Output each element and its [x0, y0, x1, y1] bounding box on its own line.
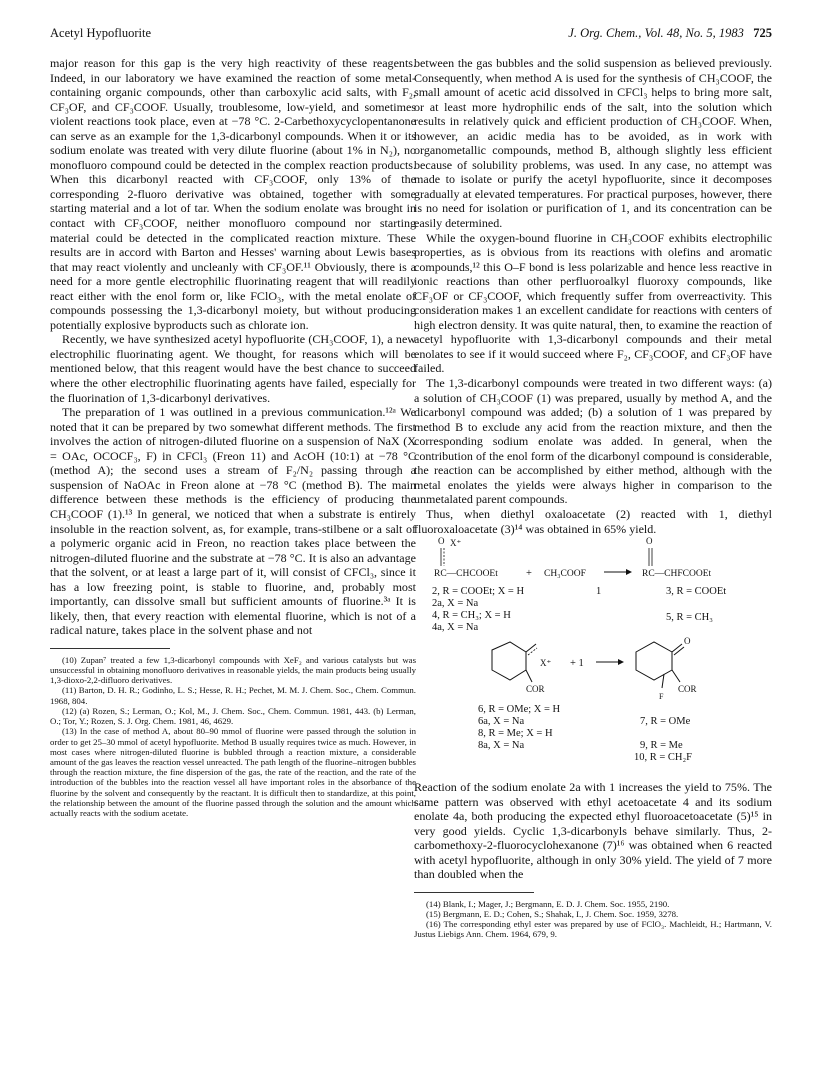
carbonyl-o-label: O [646, 536, 653, 547]
compound-6-label: 6, R = OMe; X = H [478, 704, 561, 716]
left-paragraph-2: Recently, we have synthesized acetyl hypofluorite (CH₃COOF, 1), a new electrophilic fluorinating agent. We thought, for reasons which will be mentioned below, that this reagent would have the best chance to succeed where the other electrophilic fluorinating agents have failed, especially for the fluorination of 1,3-dicarbonyl derivatives. [50, 332, 416, 405]
footnote-rule [414, 892, 534, 893]
cyclic-cor-label: COR [526, 684, 545, 695]
compound-7-label: 7, R = OMe [640, 716, 691, 728]
right-paragraph-5: Reaction of the sodium enolate 2a with 1 increases the yield to 75%. The same pattern was observed with ethyl acetoacetate 4 and its sodium enolate 4a, both producing the expected ethyl fluoroacetoacetate (5)¹⁵ in very good yields. Cyclic 1,3-dicarbonyls behave similarly. Thus, 2-carbomethoxy-2-fluorocyclohexanone (7)¹⁶ was obtained when 6 reacted with acetyl hypofluorite, although in only 30% yield. The yield of 7 more than doubled when the [414, 780, 772, 882]
bond-line [672, 644, 682, 652]
bond-line [672, 670, 680, 682]
footnote-14: (14) Blank, I.; Mager, J.; Bergmann, E. D. J. Chem. Soc. 1955, 2190. [426, 898, 670, 909]
compound-2-label: 2, R = COOEt; X = H [432, 586, 525, 598]
right-paragraph-2: While the oxygen-bound fluorine in CH₃COOF exhibits electrophilic properties, as is obvious from its reactions with olefins and aromatic compounds,¹² this O–F bond is less polarizable and hence less reactive in ionic reactions than other perfluoroalkyl fluoroxy compounds, like CF₃OF or CF₃COOF, which frequently suffer from overreactivity. This consideration makes 1 an excellent candidate for reactions with centers of high electron density. It was quite natural, then, to examine the reaction of acetyl hypofluorite with 1,3-dicarbonyl compounds and their metal enolates to see if it would succeed where F₂, CF₃COOF, and CF₃OF have failed. [414, 230, 772, 376]
bond-line [526, 644, 536, 652]
footnote-11: (11) Barton, D. H. R.; Godinho, L. S.; Hesse, R. H.; Pechet, M. M. J. Chem. Soc., Chem. Commun. 1968, 804. [50, 685, 416, 706]
compound-9-label: 9, R = Me [640, 740, 683, 752]
footnote-13: (13) In the case of method A, about 80–90 mmol of fluorine were passed through the solution in order to get 25–30 mmol of acetyl hypofluorite. Method B usually requires twice as much. However, in most cases where nitrogen-diluted fluorine is bubbled through a reaction mixture, a considerable amount of the gas leaves the reaction vessel unreacted. The path length of the fluorine–nitrogen bubbles through the reaction mixture, the fine dispersion of the gas, the rate of the reaction, and the rate of the introduction of the bubbles into the reaction vessel all have important roles in the absorbance of the fluorine by the solvent and consequently by the reactant. It is difficult then to standardize, at this point, the relationship between the amount of the fluorine passed through the solution and the amount which actually reacts with the sodium acetate. [50, 726, 416, 818]
compound-5-label: 5, R = CH₃ [666, 612, 713, 624]
journal-name: J. Org. Chem., [568, 26, 642, 40]
footnote-16: (16) The corresponding ethyl ester was prepared by use of FClO₃. Machleidt, H.; Hartmann, V. Justus Liebigs Ann. Chem. 1964, 679, 9. [414, 919, 772, 940]
right-paragraph-3: The 1,3-dicarbonyl compounds were treated in two different ways: (a) a solution of CH₃COOF (1) was prepared, usually by method A, and the dicarbonyl compound was added; (b) a solution of 1 was prepared by method B to exclude any acid from the reaction mixture, and then the corresponding sodium enolate was added. In general, when the contribution of the enol form of the dicarbonyl compound is considerable, the reaction can be accomplished by either method, although with the metal enolates the yields were always higher in comparison to the unmetalated parent compounds. [414, 376, 772, 507]
arrow-head [618, 659, 624, 665]
reagent-number: 1 [596, 586, 602, 598]
cyclic-plus-reagent: + 1 [570, 658, 584, 670]
starting-material-label: RC—CHCOOEt [434, 569, 498, 580]
journal-citation [568, 26, 772, 41]
carbonyl-o-label: O [438, 536, 445, 547]
bond-line [526, 670, 532, 682]
bond-line [674, 647, 684, 655]
left-paragraph-1: major reason for this gap is the very high reactivity of these reagents. Indeed, in our laboratory we have examined the reaction of some metal-containing organic compounds, other than carboxylic acid salts, with F₂, CF₃OF, and CF₃COOF. Usually, troublesome, low-yield, and sometimes violent reactions took place, even at −78 °C. 2-Carbethoxycyclopentanone can serve as an example for the 1,3-dicarbonyl compounds. When it or its sodium enolate was treated with very dilute fluorine (about 1% in N₂), no monofluoro compound could be detected in the complex reaction products. When this dicarbonyl reacted with CF₃COOF, only 13% of the corresponding 2-fluoro derivative was obtained, together with some starting material and a lot of tar. When the sodium enolate was brought in contact with CF₃COOF, neither monofluoro compound nor starting material could be detected in the complicated reaction mixture. These results are in accord with Barton and Hesses' warning about Lewis bases that may react violently and uncleanly with CF₃OF.¹¹ Obviously, there is a need for a more gentle electrophilic fluorinating reagent that will readily react either with the enol form or, like FClO₃, with the metal enolate of compounds possessing the 1,3-dicarbonyl moiety, but without producing potentially explosive byproducts such as chlorate ion. [50, 56, 416, 332]
compound-8a-label: 8a, X = Na [478, 740, 525, 752]
compound-4a-label: 4a, X = Na [432, 622, 479, 634]
compound-4-label: 4, R = CH₃; X = H [432, 610, 511, 622]
compound-3-label: 3, R = COOEt [666, 586, 727, 598]
right-paragraph-1: between the gas bubbles and the solid suspension as believed previously. Consequently, when method A is used for the synthesis of CH₃COOF, the small amount of acetic acid dissolved in CFCl₃ helps to bring more salt, or at least more hydrophilic ends of the salt, into the solution which results in relatively quick and efficient production of CH₃COOF. When, however, an acidic media has to be avoided, as in work with organometallic compounds, method B, although slightly less efficient because of solubility problems, was used. In any case, no attempt was made to isolate or purify the acetyl hypofluorite, since it decomposes gradually at elevated temperatures. For practical purposes, however, there is no need for isolation or purification of 1, and its concentration can be easily determined. [414, 56, 772, 231]
compound-6a-label: 6a, X = Na [478, 716, 525, 728]
left-paragraph-3: The preparation of 1 was outlined in a previous communication.¹²ᵃ We noted that it can be prepared by two somewhat different methods. The first involves the action of nitrogen-diluted fluorine on a suspension of NaX (X = OAc, OCOCF₃, F) in CFCl₃ (Freon 11) and AcOH (10:1) at −78 °C (method A); the second uses a stream of F₂/N₂ passing through a suspension of NaOAc in Freon alone at −78 °C (method B). The main difference between these methods is the efficiency of producing the CH₃COOF (1).¹³ In general, we noticed that when a substrate is entirely insoluble in the reaction solvent, as, for example, trans-stilbene or a salt of a polymeric organic acid in Freon, no reaction takes place between the nitrogen-diluted fluorine and the substrate at −78 °C. It is also an advantage that the solvent, or at least a large part of it, will consist of CFCl₃, since it has a low freezing point, is stable to fluorine, and, probably most importantly, can dissolve small but sufficient amounts of fluorine.³ᵃ It is likely, then, that every reaction with elemental fluorine, which is not of a radical nature, takes place in the solvent phase and not [50, 405, 416, 638]
fluorine-label: F [659, 692, 664, 702]
footnote-15: (15) Bergmann, E. D.; Cohen, S.; Shahak, I., J. Chem. Soc. 1959, 3278. [426, 909, 679, 920]
journal-volume: Vol. 48, No. 5, 1983 [644, 26, 744, 40]
compound-2a-label: 2a, X = Na [432, 598, 479, 610]
bond-line [662, 674, 664, 688]
plus-sign: + [526, 568, 532, 580]
reaction-scheme-drawing [414, 536, 772, 780]
page-number: 725 [753, 26, 772, 40]
footnote-rule [50, 648, 170, 649]
compound-10-label: 10, R = CH₂F [634, 752, 693, 764]
cyclohexanone-ring [636, 642, 672, 680]
right-column [414, 56, 772, 940]
cyclohexane-ring [492, 642, 526, 680]
compound-8-label: 8, R = Me; X = H [478, 728, 553, 740]
running-header [50, 26, 772, 44]
footnote-12: (12) (a) Rozen, S.; Lerman, O.; Kol, M., J. Chem. Soc., Chem. Commun. 1981, 443. (b) Lerman, O.; Tor, Y.; Rozen, S. J. Org. Chem. 1981, 46, 4629. [50, 705, 416, 727]
reaction-scheme [414, 536, 772, 780]
enolate-x-label: X⁺ [450, 538, 462, 549]
product-label: RC—CHFCOOEt [642, 569, 712, 580]
ketone-o-label: O [684, 636, 691, 647]
cyclic-enolate-x-label: X⁺ [540, 658, 552, 669]
right-paragraph-4: Thus, when diethyl oxaloacetate (2) reacted with 1, diethyl fluoroxaloacetate (3)¹⁴ was obtained in 65% yield. [414, 506, 772, 536]
product-cor-label: COR [678, 684, 697, 695]
arrow-head [626, 569, 632, 575]
footnote-10: (10) Zupan⁷ treated a few 1,3-dicarbonyl compounds with XeF₂ and various catalysts but was unsuccessful in obtaining monofluoro derivatives in reasonable yields, the main products being usually 1,3-dioxo-2,2-difluoro derivatives. [50, 654, 416, 686]
left-column [50, 56, 416, 818]
reagent-label: CH₃COOF [544, 569, 586, 580]
running-title: Acetyl Hypofluorite [50, 26, 152, 40]
